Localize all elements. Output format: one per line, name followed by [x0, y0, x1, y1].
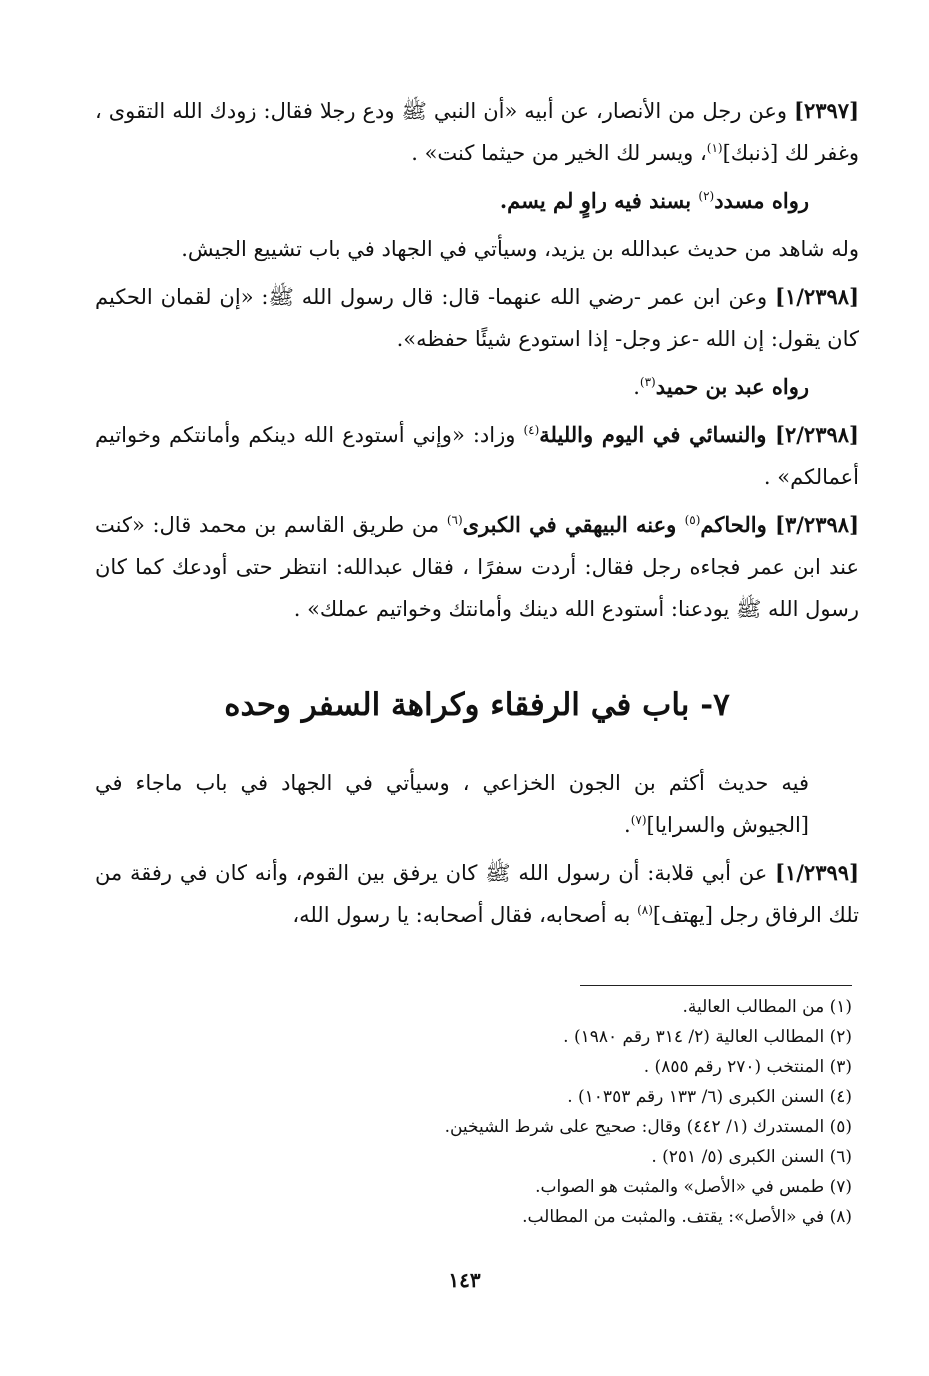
hadith-source: والنسائي في اليوم والليلة: [539, 422, 776, 447]
hadith-2398-3: [95, 504, 859, 630]
footnote-ref: (٤): [523, 423, 540, 437]
hadith-number: [١/٢٣٩٩]: [775, 860, 859, 885]
hadith-text: وعن رجل من الأنصار، عن أبيه «أن النبي ﷺ ودع رجلا فقال: زودك الله التقوى ، وغفر لك [ذنبك]: [95, 99, 859, 165]
riwaya-2398-1: [95, 366, 859, 408]
hadith-text: به أصحابه، فقال أصحابه: يا رسول الله،: [292, 903, 638, 927]
footnote-ref: (٨): [637, 903, 653, 917]
footnote-2: (٢) المطالب العالية (٢/ ٣١٤ رقم ١٩٨٠) .: [563, 1027, 852, 1047]
footnote-ref: (٢): [698, 189, 715, 203]
footnote-divider: [580, 985, 852, 986]
chapter-title: ٧- باب في الرفقاء وكراهة السفر وحده: [224, 687, 730, 723]
hadith-number: [١/٢٣٩٨]: [775, 284, 859, 309]
riwaya-text: رواه مسدد: [714, 188, 809, 213]
footnote-3: (٣) المنتخب (٢٧٠ رقم ٨٥٥) .: [643, 1057, 852, 1077]
hadith-2397: [95, 90, 859, 174]
hadith-text: عن أبي قلابة: أن رسول الله ﷺ كان يرفق بين القوم، وأنه كان في رفقة من تلك الرفاق رجل [يهتف]: [95, 861, 859, 927]
main-text: [95, 90, 859, 942]
riwaya-2397: [95, 180, 859, 222]
riwaya-text: بسند فيه راوٍ لم يسم.: [499, 188, 699, 213]
hadith-2399-1: [95, 852, 859, 936]
footnote-ref: (٣): [639, 375, 656, 389]
shahid-note: [95, 228, 859, 270]
hadith-text: وعن ابن عمر -رضي الله عنهما- قال: قال رسول الله ﷺ: «إن لقمان الحكيم كان يقول: إن الله -عز وجل- إذا استودع شيئًا حفظه».: [95, 285, 859, 351]
hadith-number: [٢/٢٣٩٨]: [775, 422, 859, 447]
footnote-5: (٥) المستدرك (١/ ٤٤٢) وقال: صحيح على شرط الشيخين.: [444, 1117, 852, 1137]
riwaya-text: .: [633, 375, 640, 399]
fihi-note: [95, 762, 859, 846]
hadith-number: [٣/٢٣٩٨]: [775, 512, 859, 537]
hadith-source: وعنه البيهقي في الكبرى: [462, 512, 685, 537]
hadith-text: من طريق القاسم بن محمد قال: «كنت عند ابن عمر فجاءه رجل فقال: أردت سفرًا ، فقال عبدالله: انتظر حتى أودعك كما كان رسول الله ﷺ يودعنا: أستودع الله دينك وأمانتك وخواتيم عملك» .: [95, 513, 859, 621]
footnote-8: (٨) في «الأصل»: يقتف. والمثبت من المطالب.: [522, 1207, 852, 1227]
shahid-text: وله شاهد من حديث عبدالله بن يزيد، وسيأتي في الجهاد في باب تشييع الجيش.: [181, 237, 859, 261]
footnote-ref: (٥): [684, 513, 701, 527]
hadith-source: والحاكم: [700, 512, 776, 537]
footnote-ref: (٦): [446, 513, 463, 527]
riwaya-text: رواه عبد بن حميد: [655, 374, 809, 399]
hadith-text: وزاد: «وإني أستودع الله دينكم وأمانتكم وخواتيم أعمالكم» .: [95, 423, 859, 489]
footnote-7: (٧) طمس في «الأصل» والمثبت هو الصواب.: [535, 1177, 852, 1197]
footnote-ref: (٧): [630, 813, 647, 827]
hadith-2398-2: [95, 414, 859, 498]
fihi-text: فيه حديث أكثم بن الجون الخزاعي ، وسيأتي في الجهاد في باب ماجاء في [الجيوش والسرايا]: [95, 771, 809, 837]
footnote-6: (٦) السنن الكبرى (٥/ ٢٥١) .: [651, 1147, 852, 1167]
footnotes: [95, 992, 852, 1232]
fihi-text: .: [624, 813, 631, 837]
hadith-text: ، ويسر لك الخير من حيثما كنت» .: [411, 141, 707, 165]
footnote-ref: (١): [706, 141, 723, 155]
footnote-4: (٤) السنن الكبرى (٦/ ١٣٣ رقم ١٠٣٥٣) .: [567, 1087, 852, 1107]
hadith-2398-1: [95, 276, 859, 360]
hadith-number: [٢٣٩٧]: [794, 98, 859, 123]
footnote-1: (١) من المطالب العالية.: [682, 997, 852, 1017]
page-number: ١٤٣: [448, 1268, 481, 1292]
